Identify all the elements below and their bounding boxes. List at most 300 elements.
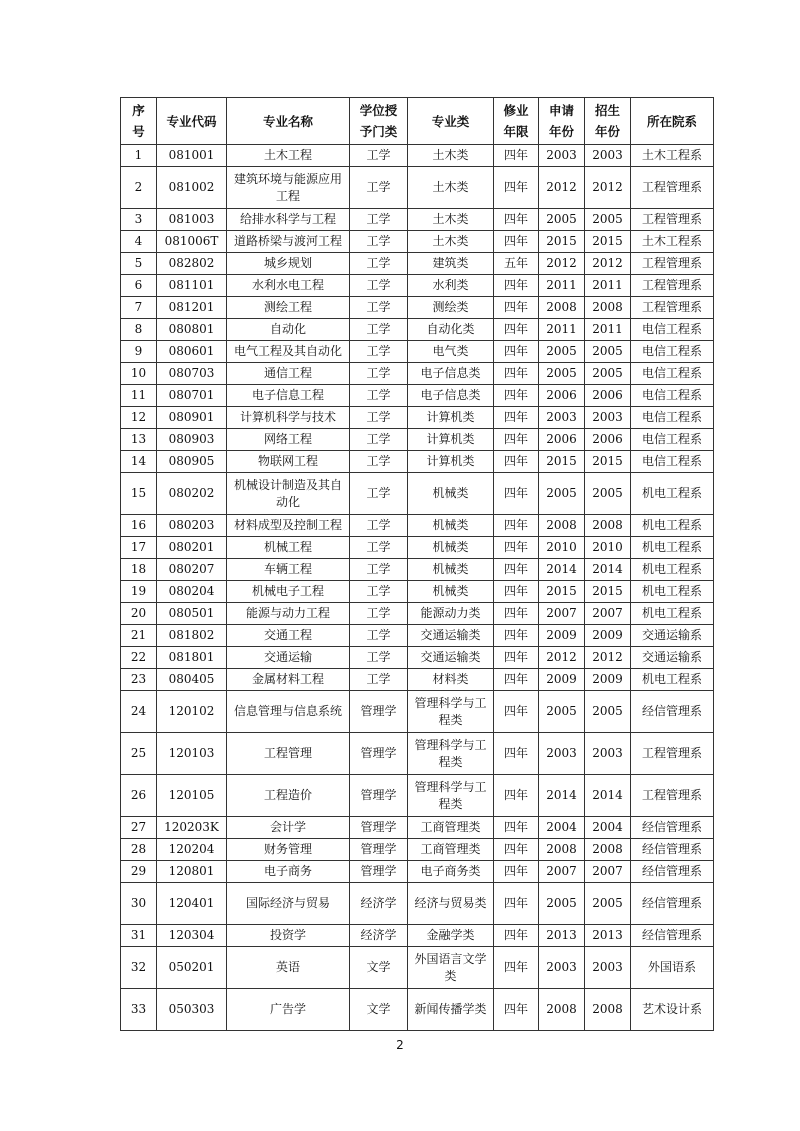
seq-cell: 23 (121, 669, 157, 691)
seq-cell: 17 (121, 537, 157, 559)
apply-year-cell: 2004 (539, 817, 585, 839)
length-cell: 四年 (494, 473, 539, 515)
enroll-year-cell: 2003 (585, 145, 631, 167)
name-cell: 信息管理与信息系统 (227, 691, 350, 733)
apply-year-cell: 2006 (539, 429, 585, 451)
length-cell: 四年 (494, 603, 539, 625)
header-enrollment-year: 招生 年份 (585, 98, 631, 145)
length-cell: 四年 (494, 733, 539, 775)
seq-cell: 19 (121, 581, 157, 603)
name-cell: 机械工程 (227, 537, 350, 559)
apply-year-cell: 2005 (539, 473, 585, 515)
name-cell: 水利水电工程 (227, 275, 350, 297)
seq-cell: 18 (121, 559, 157, 581)
name-cell: 交通工程 (227, 625, 350, 647)
code-cell: 120801 (157, 861, 227, 883)
code-cell: 081006T (157, 231, 227, 253)
class-cell: 机械类 (408, 581, 494, 603)
length-cell: 四年 (494, 947, 539, 989)
enroll-year-cell: 2005 (585, 363, 631, 385)
length-cell: 四年 (494, 537, 539, 559)
class-cell: 机械类 (408, 537, 494, 559)
apply-year-cell: 2014 (539, 775, 585, 817)
seq-cell: 11 (121, 385, 157, 407)
apply-year-cell: 2005 (539, 883, 585, 925)
department-cell: 工程管理系 (631, 733, 714, 775)
degree-cell: 工学 (350, 451, 408, 473)
table-row (121, 209, 714, 231)
name-cell: 机械电子工程 (227, 581, 350, 603)
table-header-row (121, 98, 714, 145)
seq-cell: 12 (121, 407, 157, 429)
table-row (121, 861, 714, 883)
department-cell: 机电工程系 (631, 603, 714, 625)
department-cell: 交通运输系 (631, 647, 714, 669)
class-cell: 机械类 (408, 559, 494, 581)
length-cell: 四年 (494, 167, 539, 209)
department-cell: 电信工程系 (631, 341, 714, 363)
department-cell: 机电工程系 (631, 537, 714, 559)
length-cell: 四年 (494, 275, 539, 297)
table-row (121, 407, 714, 429)
name-cell: 土木工程 (227, 145, 350, 167)
table-row (121, 515, 714, 537)
degree-cell: 工学 (350, 167, 408, 209)
enroll-year-cell: 2009 (585, 669, 631, 691)
department-cell: 工程管理系 (631, 167, 714, 209)
degree-cell: 文学 (350, 947, 408, 989)
department-cell: 电信工程系 (631, 385, 714, 407)
apply-year-cell: 2003 (539, 947, 585, 989)
length-cell: 四年 (494, 625, 539, 647)
table-row (121, 385, 714, 407)
name-cell: 物联网工程 (227, 451, 350, 473)
degree-cell: 工学 (350, 253, 408, 275)
department-cell: 机电工程系 (631, 669, 714, 691)
enroll-year-cell: 2013 (585, 925, 631, 947)
name-cell: 电子信息工程 (227, 385, 350, 407)
department-cell: 经信管理系 (631, 925, 714, 947)
name-cell: 财务管理 (227, 839, 350, 861)
department-cell: 工程管理系 (631, 297, 714, 319)
name-cell: 材料成型及控制工程 (227, 515, 350, 537)
department-cell: 经信管理系 (631, 691, 714, 733)
class-cell: 土木类 (408, 209, 494, 231)
class-cell: 计算机类 (408, 407, 494, 429)
degree-cell: 管理学 (350, 691, 408, 733)
seq-cell: 30 (121, 883, 157, 925)
code-cell: 050201 (157, 947, 227, 989)
degree-cell: 管理学 (350, 817, 408, 839)
department-cell: 艺术设计系 (631, 989, 714, 1031)
class-cell: 交通运输类 (408, 647, 494, 669)
enroll-year-cell: 2005 (585, 473, 631, 515)
enroll-year-cell: 2003 (585, 733, 631, 775)
name-cell: 通信工程 (227, 363, 350, 385)
apply-year-cell: 2013 (539, 925, 585, 947)
table-row (121, 275, 714, 297)
apply-year-cell: 2012 (539, 647, 585, 669)
header-study-length: 修业 年限 (494, 98, 539, 145)
table-row (121, 817, 714, 839)
length-cell: 四年 (494, 775, 539, 817)
class-cell: 管理科学与工程类 (408, 775, 494, 817)
seq-cell: 22 (121, 647, 157, 669)
degree-cell: 工学 (350, 275, 408, 297)
department-cell: 电信工程系 (631, 363, 714, 385)
seq-cell: 5 (121, 253, 157, 275)
department-cell: 电信工程系 (631, 429, 714, 451)
class-cell: 土木类 (408, 167, 494, 209)
apply-year-cell: 2012 (539, 167, 585, 209)
enroll-year-cell: 2005 (585, 883, 631, 925)
enroll-year-cell: 2014 (585, 775, 631, 817)
seq-cell: 7 (121, 297, 157, 319)
table-row (121, 625, 714, 647)
degree-cell: 工学 (350, 385, 408, 407)
enroll-year-cell: 2015 (585, 451, 631, 473)
apply-year-cell: 2011 (539, 319, 585, 341)
department-cell: 经信管理系 (631, 817, 714, 839)
enroll-year-cell: 2011 (585, 319, 631, 341)
seq-cell: 31 (121, 925, 157, 947)
enroll-year-cell: 2007 (585, 861, 631, 883)
degree-cell: 工学 (350, 603, 408, 625)
length-cell: 四年 (494, 861, 539, 883)
code-cell: 081101 (157, 275, 227, 297)
table-row (121, 167, 714, 209)
apply-year-cell: 2005 (539, 691, 585, 733)
degree-cell: 管理学 (350, 861, 408, 883)
seq-cell: 3 (121, 209, 157, 231)
department-cell: 土木工程系 (631, 145, 714, 167)
apply-year-cell: 2005 (539, 209, 585, 231)
department-cell: 工程管理系 (631, 253, 714, 275)
class-cell: 测绘类 (408, 297, 494, 319)
table-row (121, 231, 714, 253)
length-cell: 四年 (494, 817, 539, 839)
department-cell: 电信工程系 (631, 451, 714, 473)
apply-year-cell: 2005 (539, 341, 585, 363)
seq-cell: 27 (121, 817, 157, 839)
name-cell: 电子商务 (227, 861, 350, 883)
table-row (121, 537, 714, 559)
class-cell: 经济与贸易类 (408, 883, 494, 925)
class-cell: 自动化类 (408, 319, 494, 341)
degree-cell: 工学 (350, 559, 408, 581)
code-cell: 080207 (157, 559, 227, 581)
name-cell: 城乡规划 (227, 253, 350, 275)
department-cell: 电信工程系 (631, 407, 714, 429)
enroll-year-cell: 2005 (585, 691, 631, 733)
enroll-year-cell: 2012 (585, 253, 631, 275)
code-cell: 120102 (157, 691, 227, 733)
table-row (121, 429, 714, 451)
apply-year-cell: 2003 (539, 733, 585, 775)
name-cell: 计算机科学与技术 (227, 407, 350, 429)
header-department: 所在院系 (631, 98, 714, 145)
name-cell: 工程造价 (227, 775, 350, 817)
code-cell: 080801 (157, 319, 227, 341)
table-row (121, 297, 714, 319)
enroll-year-cell: 2012 (585, 647, 631, 669)
degree-cell: 经济学 (350, 925, 408, 947)
code-cell: 080903 (157, 429, 227, 451)
apply-year-cell: 2008 (539, 839, 585, 861)
seq-cell: 8 (121, 319, 157, 341)
department-cell: 外国语系 (631, 947, 714, 989)
seq-cell: 6 (121, 275, 157, 297)
enroll-year-cell: 2008 (585, 515, 631, 537)
code-cell: 081002 (157, 167, 227, 209)
apply-year-cell: 2015 (539, 581, 585, 603)
table-row (121, 839, 714, 861)
class-cell: 土木类 (408, 231, 494, 253)
header-application-year: 申请 年份 (539, 98, 585, 145)
apply-year-cell: 2010 (539, 537, 585, 559)
length-cell: 四年 (494, 451, 539, 473)
name-cell: 建筑环境与能源应用工程 (227, 167, 350, 209)
apply-year-cell: 2006 (539, 385, 585, 407)
seq-cell: 32 (121, 947, 157, 989)
name-cell: 国际经济与贸易 (227, 883, 350, 925)
department-cell: 土木工程系 (631, 231, 714, 253)
seq-cell: 4 (121, 231, 157, 253)
name-cell: 网络工程 (227, 429, 350, 451)
table-row (121, 253, 714, 275)
enroll-year-cell: 2008 (585, 297, 631, 319)
code-cell: 120203K (157, 817, 227, 839)
table-row (121, 925, 714, 947)
apply-year-cell: 2003 (539, 407, 585, 429)
code-cell: 120204 (157, 839, 227, 861)
class-cell: 计算机类 (408, 429, 494, 451)
seq-cell: 24 (121, 691, 157, 733)
class-cell: 计算机类 (408, 451, 494, 473)
degree-cell: 工学 (350, 647, 408, 669)
degree-cell: 工学 (350, 537, 408, 559)
enroll-year-cell: 2011 (585, 275, 631, 297)
degree-cell: 管理学 (350, 775, 408, 817)
code-cell: 080905 (157, 451, 227, 473)
length-cell: 四年 (494, 407, 539, 429)
enroll-year-cell: 2007 (585, 603, 631, 625)
seq-cell: 15 (121, 473, 157, 515)
table-row (121, 733, 714, 775)
table-row (121, 989, 714, 1031)
name-cell: 给排水科学与工程 (227, 209, 350, 231)
class-cell: 金融学类 (408, 925, 494, 947)
enroll-year-cell: 2008 (585, 989, 631, 1031)
length-cell: 四年 (494, 883, 539, 925)
name-cell: 车辆工程 (227, 559, 350, 581)
seq-cell: 16 (121, 515, 157, 537)
table-row (121, 451, 714, 473)
enroll-year-cell: 2009 (585, 625, 631, 647)
class-cell: 电气类 (408, 341, 494, 363)
table-row (121, 603, 714, 625)
department-cell: 经信管理系 (631, 883, 714, 925)
seq-cell: 14 (121, 451, 157, 473)
code-cell: 120401 (157, 883, 227, 925)
length-cell: 四年 (494, 363, 539, 385)
enroll-year-cell: 2005 (585, 341, 631, 363)
name-cell: 自动化 (227, 319, 350, 341)
name-cell: 能源与动力工程 (227, 603, 350, 625)
length-cell: 四年 (494, 515, 539, 537)
table-row (121, 341, 714, 363)
apply-year-cell: 2007 (539, 603, 585, 625)
table-row (121, 947, 714, 989)
code-cell: 082802 (157, 253, 227, 275)
apply-year-cell: 2015 (539, 231, 585, 253)
seq-cell: 26 (121, 775, 157, 817)
name-cell: 会计学 (227, 817, 350, 839)
department-cell: 机电工程系 (631, 559, 714, 581)
department-cell: 工程管理系 (631, 209, 714, 231)
degree-cell: 工学 (350, 407, 408, 429)
seq-cell: 1 (121, 145, 157, 167)
apply-year-cell: 2009 (539, 625, 585, 647)
length-cell: 四年 (494, 231, 539, 253)
name-cell: 金属材料工程 (227, 669, 350, 691)
code-cell: 120304 (157, 925, 227, 947)
degree-cell: 工学 (350, 145, 408, 167)
class-cell: 材料类 (408, 669, 494, 691)
name-cell: 测绘工程 (227, 297, 350, 319)
seq-cell: 13 (121, 429, 157, 451)
degree-cell: 工学 (350, 341, 408, 363)
name-cell: 电气工程及其自动化 (227, 341, 350, 363)
seq-cell: 33 (121, 989, 157, 1031)
apply-year-cell: 2008 (539, 515, 585, 537)
code-cell: 080202 (157, 473, 227, 515)
majors-table (120, 97, 714, 1031)
apply-year-cell: 2009 (539, 669, 585, 691)
class-cell: 外国语言文学类 (408, 947, 494, 989)
apply-year-cell: 2008 (539, 989, 585, 1031)
seq-cell: 20 (121, 603, 157, 625)
code-cell: 081801 (157, 647, 227, 669)
enroll-year-cell: 2005 (585, 209, 631, 231)
table-row (121, 145, 714, 167)
enroll-year-cell: 2015 (585, 231, 631, 253)
code-cell: 120103 (157, 733, 227, 775)
code-cell: 080201 (157, 537, 227, 559)
table-row (121, 647, 714, 669)
length-cell: 四年 (494, 669, 539, 691)
code-cell: 081001 (157, 145, 227, 167)
apply-year-cell: 2015 (539, 451, 585, 473)
code-cell: 081201 (157, 297, 227, 319)
department-cell: 经信管理系 (631, 839, 714, 861)
class-cell: 管理科学与工程类 (408, 733, 494, 775)
table-row (121, 669, 714, 691)
class-cell: 水利类 (408, 275, 494, 297)
seq-cell: 10 (121, 363, 157, 385)
degree-cell: 工学 (350, 297, 408, 319)
class-cell: 电子信息类 (408, 363, 494, 385)
length-cell: 四年 (494, 297, 539, 319)
code-cell: 080203 (157, 515, 227, 537)
seq-cell: 28 (121, 839, 157, 861)
code-cell: 080701 (157, 385, 227, 407)
table-row (121, 883, 714, 925)
degree-cell: 工学 (350, 209, 408, 231)
length-cell: 四年 (494, 385, 539, 407)
class-cell: 电子商务类 (408, 861, 494, 883)
enroll-year-cell: 2012 (585, 167, 631, 209)
class-cell: 管理科学与工程类 (408, 691, 494, 733)
length-cell: 四年 (494, 209, 539, 231)
code-cell: 080901 (157, 407, 227, 429)
degree-cell: 工学 (350, 363, 408, 385)
apply-year-cell: 2014 (539, 559, 585, 581)
name-cell: 工程管理 (227, 733, 350, 775)
department-cell: 机电工程系 (631, 581, 714, 603)
table-row (121, 473, 714, 515)
degree-cell: 文学 (350, 989, 408, 1031)
code-cell: 080204 (157, 581, 227, 603)
class-cell: 交通运输类 (408, 625, 494, 647)
table-row (121, 775, 714, 817)
table-row (121, 691, 714, 733)
seq-cell: 9 (121, 341, 157, 363)
table-body (121, 145, 714, 1031)
length-cell: 四年 (494, 559, 539, 581)
class-cell: 能源动力类 (408, 603, 494, 625)
degree-cell: 工学 (350, 429, 408, 451)
apply-year-cell: 2008 (539, 297, 585, 319)
degree-cell: 工学 (350, 473, 408, 515)
length-cell: 四年 (494, 691, 539, 733)
degree-cell: 工学 (350, 231, 408, 253)
enroll-year-cell: 2014 (585, 559, 631, 581)
length-cell: 四年 (494, 429, 539, 451)
enroll-year-cell: 2006 (585, 429, 631, 451)
seq-cell: 25 (121, 733, 157, 775)
degree-cell: 工学 (350, 625, 408, 647)
degree-cell: 工学 (350, 515, 408, 537)
name-cell: 英语 (227, 947, 350, 989)
length-cell: 五年 (494, 253, 539, 275)
enroll-year-cell: 2010 (585, 537, 631, 559)
apply-year-cell: 2011 (539, 275, 585, 297)
code-cell: 081802 (157, 625, 227, 647)
code-cell: 080405 (157, 669, 227, 691)
enroll-year-cell: 2008 (585, 839, 631, 861)
degree-cell: 工学 (350, 319, 408, 341)
code-cell: 050303 (157, 989, 227, 1031)
code-cell: 080703 (157, 363, 227, 385)
department-cell: 经信管理系 (631, 861, 714, 883)
name-cell: 道路桥梁与渡河工程 (227, 231, 350, 253)
header-major-class: 专业类 (408, 98, 494, 145)
name-cell: 机械设计制造及其自动化 (227, 473, 350, 515)
enroll-year-cell: 2003 (585, 407, 631, 429)
name-cell: 交通运输 (227, 647, 350, 669)
degree-cell: 经济学 (350, 883, 408, 925)
code-cell: 080501 (157, 603, 227, 625)
enroll-year-cell: 2006 (585, 385, 631, 407)
length-cell: 四年 (494, 341, 539, 363)
table-row (121, 319, 714, 341)
enroll-year-cell: 2004 (585, 817, 631, 839)
class-cell: 机械类 (408, 515, 494, 537)
class-cell: 工商管理类 (408, 839, 494, 861)
header-degree-category: 学位授 予门类 (350, 98, 408, 145)
enroll-year-cell: 2015 (585, 581, 631, 603)
